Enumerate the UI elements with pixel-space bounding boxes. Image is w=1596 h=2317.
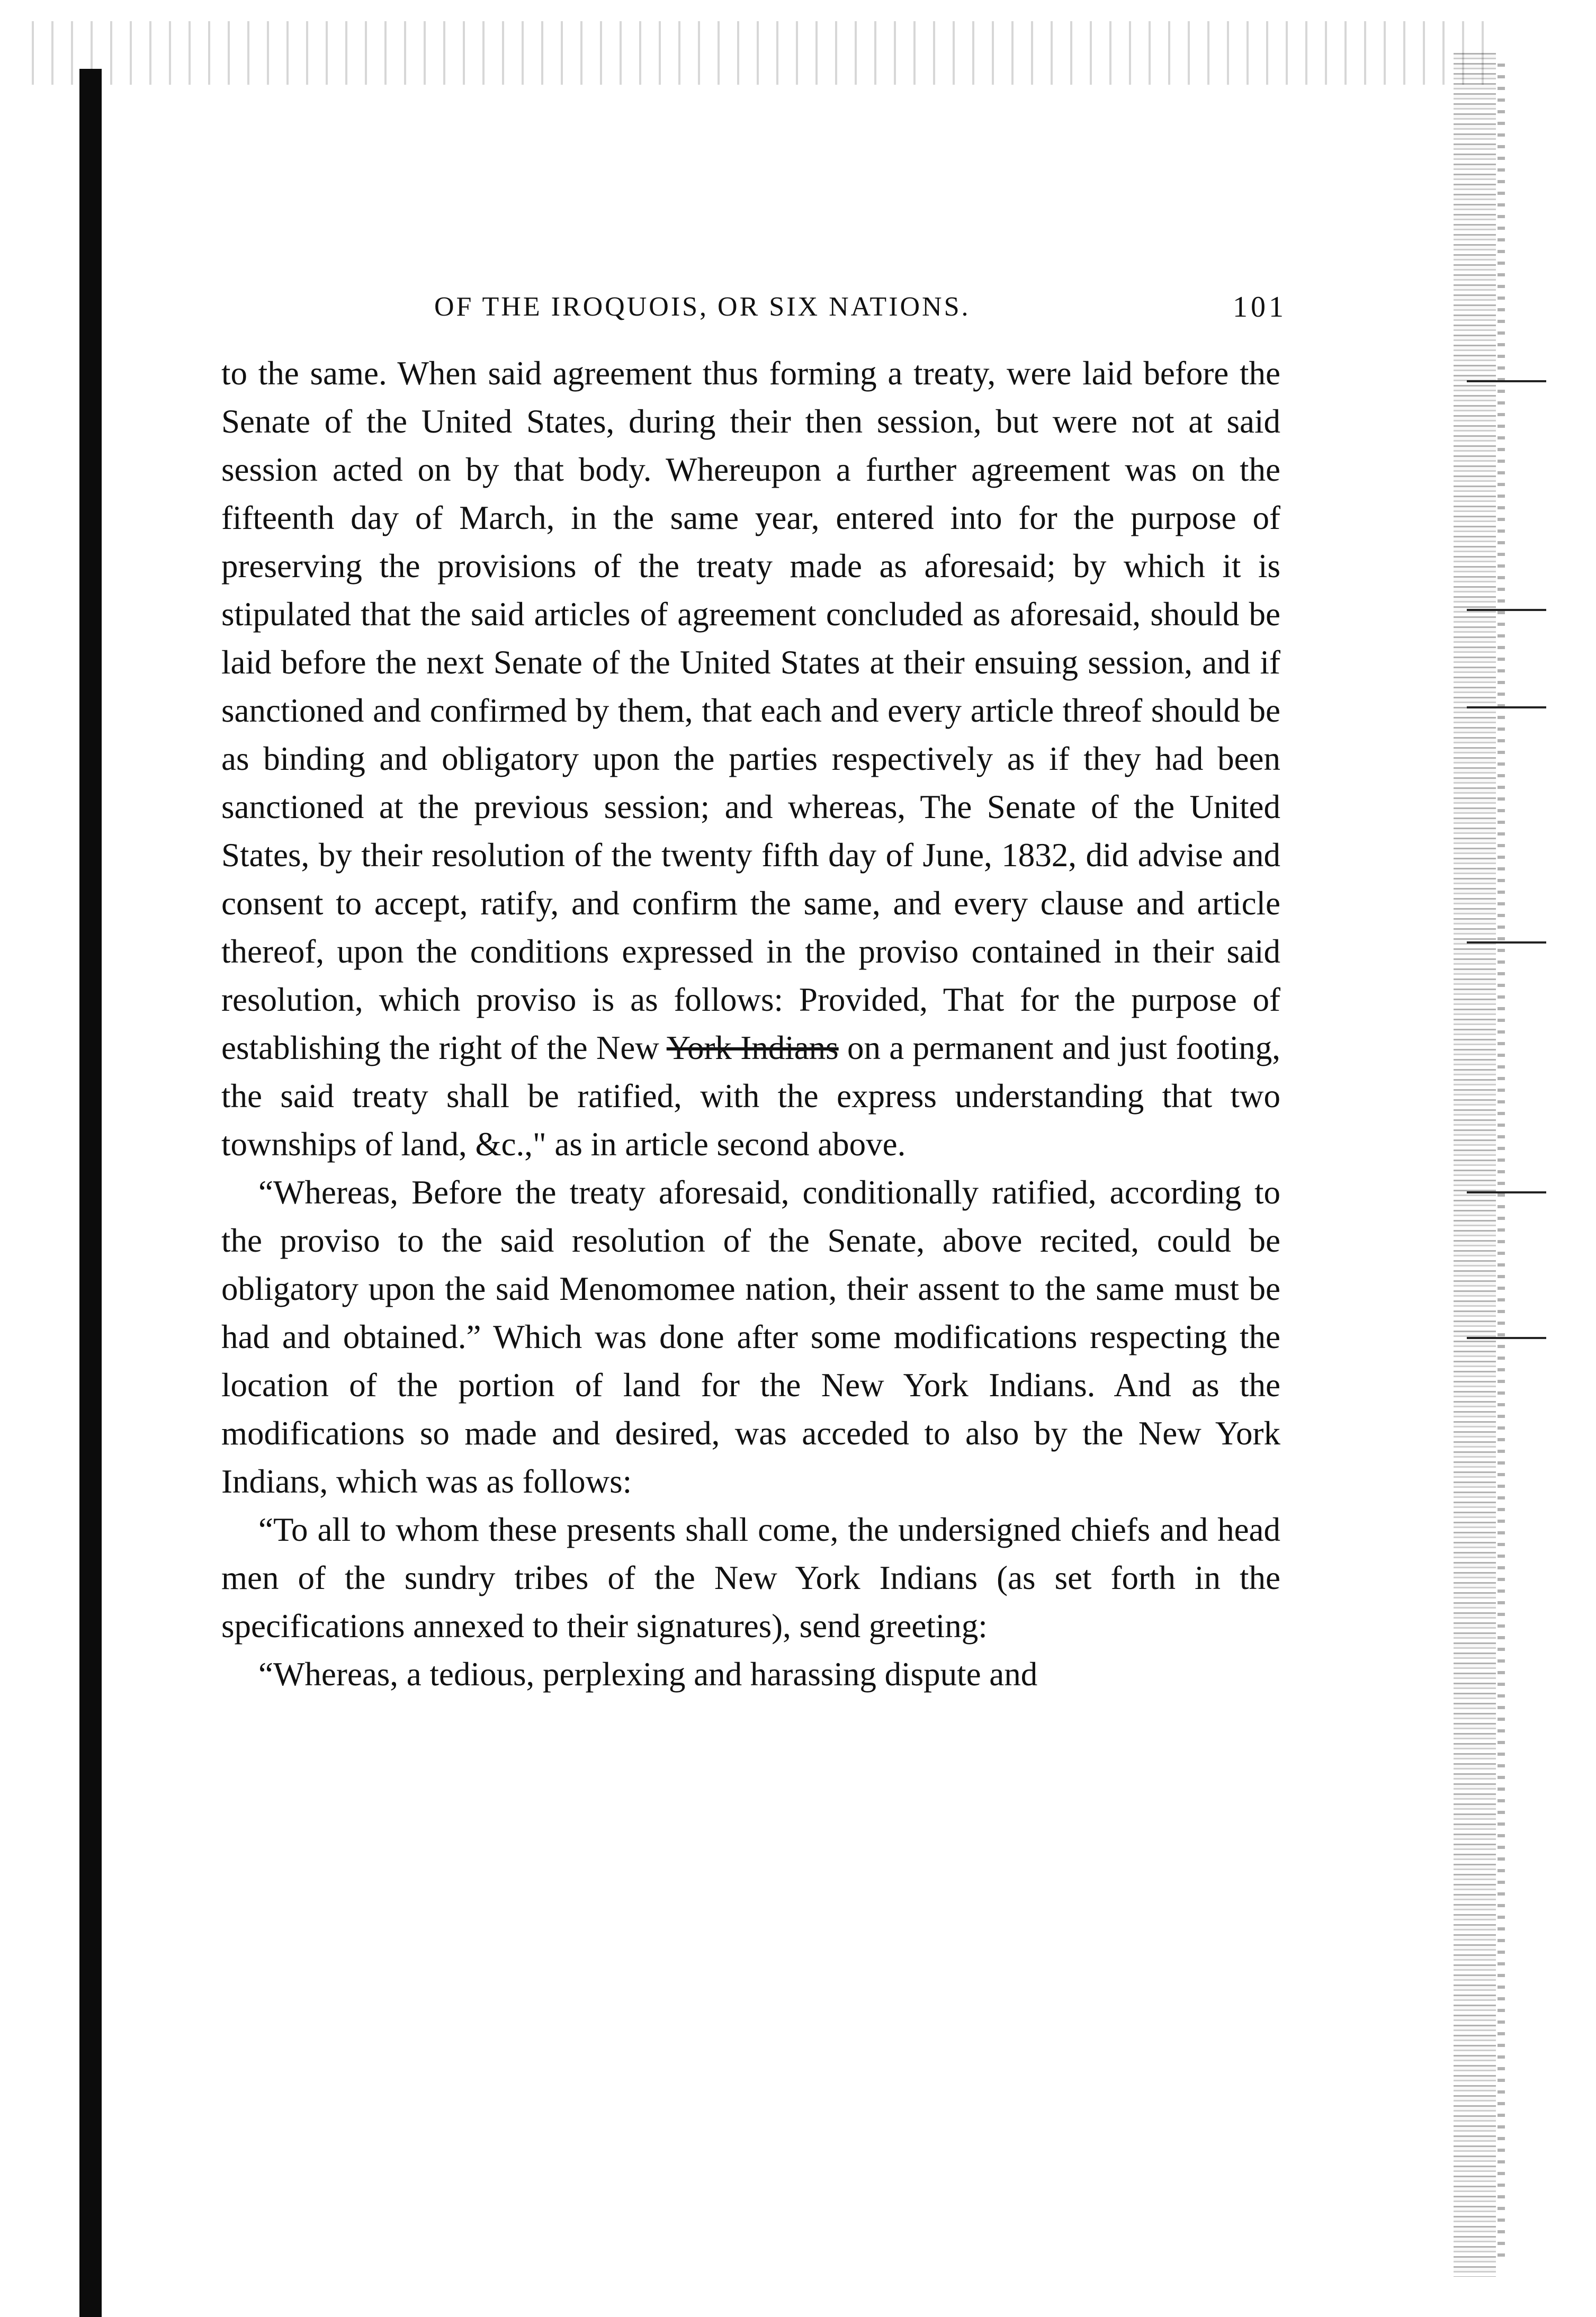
edge-rule bbox=[1467, 609, 1546, 611]
struck-text: York Indians bbox=[666, 1029, 839, 1066]
scan-edge-right-thin bbox=[1498, 64, 1505, 2261]
body-text bbox=[221, 349, 1280, 1699]
paragraph: “Whereas, a tedious, perplexing and harassing dispute and bbox=[258, 1656, 1038, 1693]
running-head bbox=[222, 286, 1308, 328]
paragraph-text: to the same. When said agreement thus forming a treaty, were laid before the Senate of the United States, during their then session, but were not at said session acted on by that body. Whereupon a further agreement was on the fifteenth day of March, in the same year, entered into for the purpose of preserving the provisions of the treaty made as aforesaid; by which it is stipulated that the said articles of agreement concluded as aforesaid, should be laid before the next Senate of the United States at their ensuing session, and if sanctioned and confirmed by them, that each and every article threof should be as binding and obligatory upon the parties respectively as if they had been sanctioned at the previous session; and whereas, The Senate of the United States, by their resolution of the twenty fifth day of June, 1832, did advise and consent to accept, ratify, and confirm the same, and every clause and article thereof, upon the conditions expressed in the proviso contained in their said resolution, which proviso is as follows: Provided, That for the purpose of establishing the right of the New bbox=[221, 355, 1280, 1066]
edge-rule bbox=[1467, 380, 1546, 382]
scan-speckle-top bbox=[32, 21, 1488, 85]
edge-rule bbox=[1467, 1191, 1546, 1193]
edge-rule bbox=[1467, 706, 1546, 708]
paragraph: “To all to whom these presents shall come, the undersigned chiefs and head men of the sundry tribes of the New York Indians (as set forth in the specifications annexed to their signatures), send greeting: bbox=[221, 1511, 1280, 1645]
paragraph-text: on a permanent and just footing, the said treaty shall be ratified, with the express understanding that two townships of land, &c.," as in article second above. bbox=[221, 1029, 1280, 1163]
page-number: 101 bbox=[1233, 291, 1287, 324]
scan-edge-right bbox=[1454, 53, 1496, 2277]
edge-rule bbox=[1467, 1337, 1546, 1339]
edge-rule bbox=[1467, 941, 1546, 944]
binding-edge bbox=[79, 69, 102, 2317]
paragraph bbox=[221, 349, 1280, 1169]
running-head-title: OF THE IROQUOIS, OR SIX NATIONS. bbox=[434, 292, 971, 322]
paragraph: “Whereas, Before the treaty aforesaid, conditionally ratified, according to the proviso to the said resolution of the Senate, above recited, could be obligatory upon the said Menomomee nation, their assent to the same must be had and obtained.” Which was done after some modifications respecting the location of the portion of land for the New York Indians. And as the modifications so made and desired, was acceded to also by the New York Indians, which was as follows: bbox=[221, 1174, 1280, 1500]
